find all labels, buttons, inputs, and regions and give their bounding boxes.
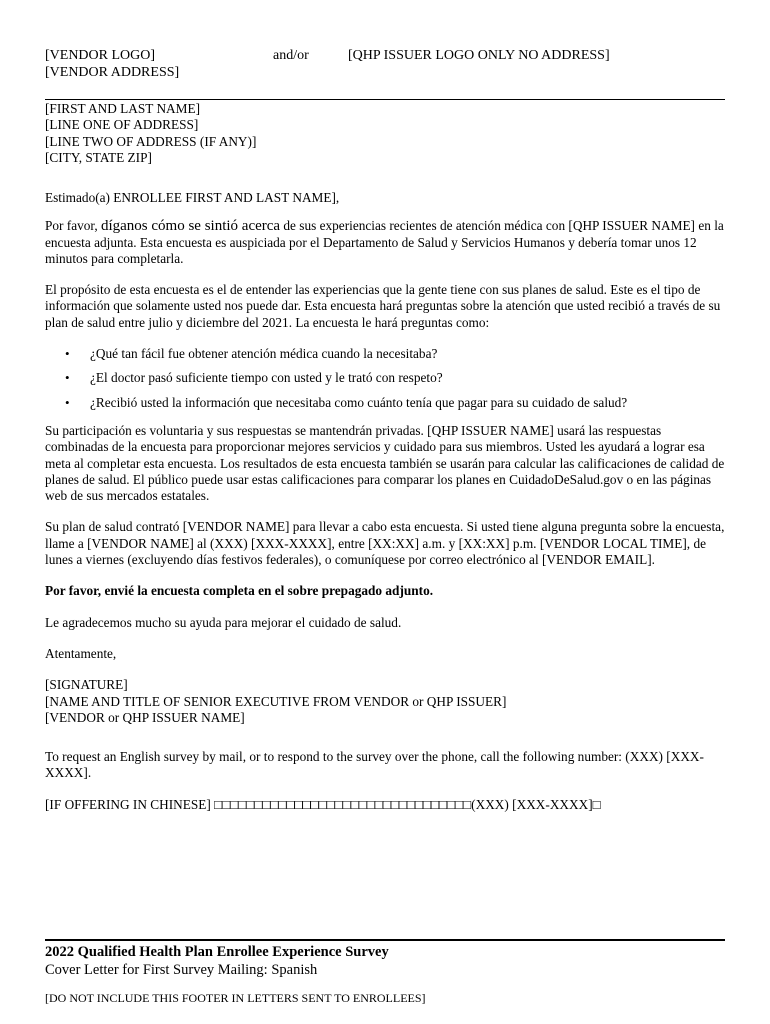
recipient-address: [45, 101, 256, 166]
question-item: [45, 395, 725, 411]
address-line-name: [FIRST AND LAST NAME]: [45, 101, 201, 116]
footer-subtitle: Cover Letter for First Survey Mailing: Spanish: [45, 962, 318, 978]
bullet-icon: •: [65, 346, 70, 362]
intro-start: Por favor,: [45, 218, 101, 234]
bullet-icon: •: [65, 394, 70, 410]
question-text: ¿El doctor pasó suficiente tiempo con usted y le trató con respeto?: [90, 370, 443, 386]
question-item: [45, 346, 725, 362]
bullet-icon: •: [65, 370, 70, 386]
paragraph-thanks: Le agradecemos mucho su ayuda para mejorar el cuidado de salud.: [45, 614, 402, 630]
signature-block: [45, 677, 725, 726]
paragraph-participation: Su participación es voluntaria y sus respuestas se mantendrán privadas. [QHP ISSUER NAME] usará las respuestas combinadas de la encuesta para proporcionar mejores servicios y cuidado para sus miembros. Usted les ayudará a lograr esa meta al completar esta encuesta. Los resultados de esta encuesta también se usarán para calcular las calificaciones de calidad de planes de salud. El público puede usar estas calificaciones para comparar los planes en CuidadoDeSalud.gov o en las páginas web de sus mercados estatales.: [45, 422, 725, 504]
signature-placeholder: [SIGNATURE]: [45, 677, 128, 693]
letter-body: [45, 190, 725, 828]
footer-note: [DO NOT INCLUDE THIS FOOTER IN LETTERS SENT TO ENROLLEES]: [45, 991, 426, 1005]
address-line-two: [LINE TWO OF ADDRESS (IF ANY)]: [45, 133, 257, 149]
question-list: [45, 346, 725, 411]
question-item: [45, 370, 725, 386]
signer-organization: [VENDOR or QHP ISSUER NAME]: [45, 709, 245, 725]
vendor-block: [45, 47, 179, 81]
header-divider: [45, 99, 725, 100]
and-or-text: and/or: [273, 48, 309, 63]
address-line-one: [LINE ONE OF ADDRESS]: [45, 117, 199, 133]
paragraph-purpose: El propósito de esta encuesta es el de entender las experiencias que la gente tiene con sus planes de salud. Este es el tipo de información que solamente usted nos puede dar. Esta encuesta hará preguntas sobre la atención que usted recibió a través de su plan de salud entre julio y diciembre del 2021. La encuesta le hará preguntas como:: [45, 282, 721, 330]
paragraph-return-instructions: Por favor, envié la encuesta completa en el sobre prepagado adjunto.: [45, 583, 434, 599]
vendor-logo-placeholder: [VENDOR LOGO]: [45, 48, 156, 63]
paragraph-intro: [45, 218, 725, 267]
address-city-state-zip: [CITY, STATE ZIP]: [45, 149, 152, 165]
paragraph-chinese-offer: [IF OFFERING IN CHINESE] □□□□□□□□□□□□□□□□□□□□□□□□□□□□□□□□(XXX) [XXX-XXXX]□: [45, 796, 601, 812]
footer-divider: [45, 939, 725, 941]
question-text: ¿Recibió usted la información que necesitaba como cuánto tenía que pagar para su cuidado de salud?: [90, 394, 628, 410]
intro-emphasis: díganos cómo se sintió acerca: [100, 218, 281, 235]
closing: Atentamente,: [45, 645, 117, 661]
paragraph-contact: Su plan de salud contrató [VENDOR NAME] para llevar a cabo esta encuesta. Si usted tiene alguna pregunta sobre la encuesta, llame a [VENDOR NAME] al (XXX) [XXX-XXXX], entre [XX:XX] a.m. y [XX:XX] p.m. [VENDOR LOCAL TIME], de lunes a viernes (excluyendo días festivos federales), o comuníquese por correo electrónico al [VENDOR EMAIL].: [45, 519, 725, 568]
vendor-address-placeholder: [VENDOR ADDRESS]: [45, 65, 180, 80]
paragraph-english-request: To request an English survey by mail, or to respond to the survey over the phone, call the following number: (XXX) [XXX-XXXX].: [45, 749, 704, 781]
signer-name-title: [NAME AND TITLE OF SENIOR EXECUTIVE FROM VENDOR or QHP ISSUER]: [45, 693, 507, 709]
qhp-logo-placeholder: [QHP ISSUER LOGO ONLY NO ADDRESS]: [348, 48, 610, 63]
greeting: Estimado(a) ENROLLEE FIRST AND LAST NAME],: [45, 190, 340, 205]
letter-page: [45, 0, 725, 1024]
footer-title: 2022 Qualified Health Plan Enrollee Experience Survey: [45, 944, 389, 960]
question-text: ¿Qué tan fácil fue obtener atención médica cuando la necesitaba?: [90, 346, 438, 362]
intro-rest: de sus experiencias recientes de atención médica con [QHP ISSUER NAME] en la encuesta adjunta. Esta encuesta es auspiciada por el Departamento de Salud y Servicios Humanos y debería tomar unos 12 minutos para completarla.: [45, 218, 724, 266]
